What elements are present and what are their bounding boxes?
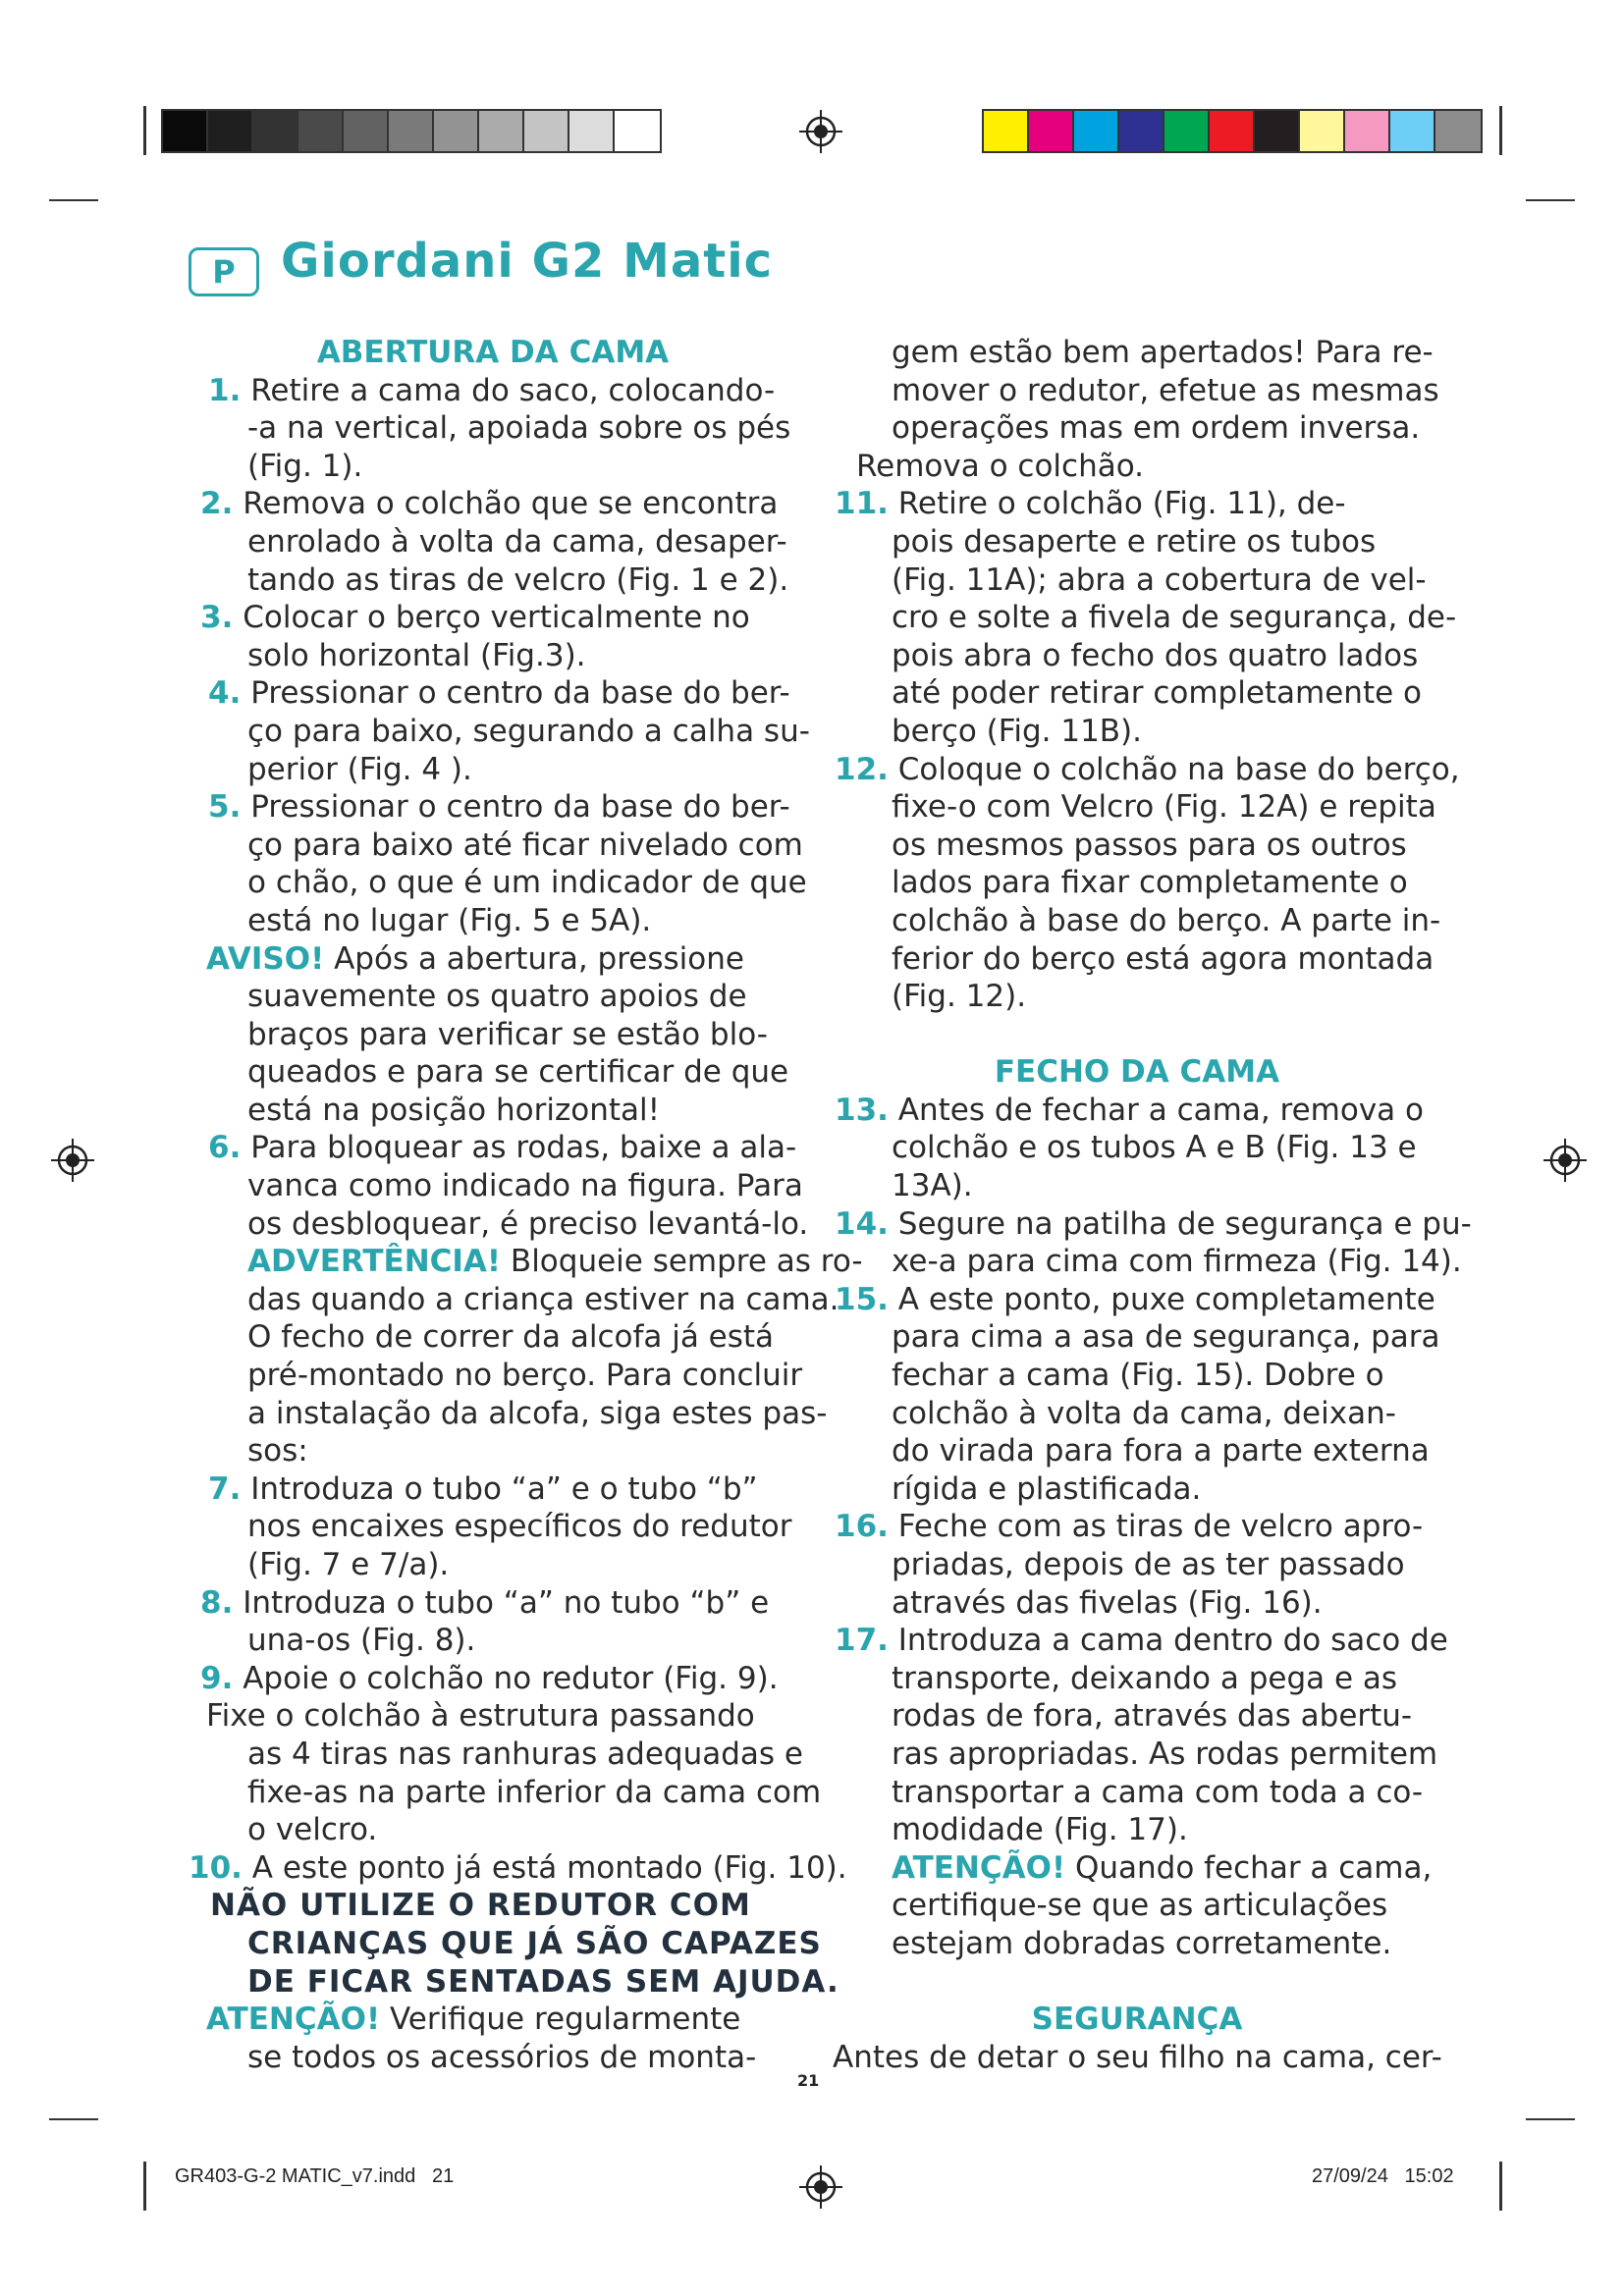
step-2-line-3: tando as tiras de velcro (Fig. 1 e 2).: [247, 561, 789, 598]
gray-swatch: [298, 111, 344, 151]
gray-color-bar: [161, 109, 662, 153]
step-text: Apoie o colchão no redutor (Fig. 9).: [243, 1660, 779, 1696]
atencao-text: Verifique regularmente: [389, 2002, 741, 2038]
step-11-line-4: cro e solte a fivela de segurança, de-: [892, 600, 1457, 636]
atencao-left: [189, 2001, 797, 2039]
color-swatch: [1345, 111, 1390, 151]
color-swatch: [984, 111, 1029, 151]
step-7: [189, 1470, 797, 1509]
step-12-line-3: os mesmos passos para os outros: [892, 827, 1407, 863]
step-12-line-5: colchão à base do berço. A parte in-: [892, 902, 1441, 938]
step-12-line-4: lados para fixar completamente o: [892, 865, 1408, 901]
step-3-line-2: solo horizontal (Fig.3).: [247, 637, 586, 673]
registration-mark-bottom-icon: [799, 2165, 842, 2209]
step-5: [189, 788, 797, 827]
color-swatch: [1435, 111, 1481, 151]
gray-swatch: [344, 111, 389, 151]
section-title-abertura: ABERTURA DA CAMA: [316, 335, 670, 370]
continued-line-1: gem estão bem apertados! Para re-: [892, 335, 1434, 370]
step-16-line-3: através das fivelas (Fig. 16).: [892, 1584, 1323, 1621]
gray-swatch: [434, 111, 479, 151]
crop-bar-bottom-left: [143, 2162, 146, 2211]
atencao-text: Quando fechar a cama,: [1074, 1849, 1433, 1886]
crop-mark-top-right: [1526, 199, 1575, 201]
step-16-line-2: priadas, depois de as ter passado: [892, 1547, 1405, 1582]
step-4-line-2: ço para baixo, segurando a calha su-: [247, 713, 810, 749]
advertencia: [189, 1243, 863, 1281]
color-swatch: [1210, 111, 1255, 151]
color-swatch: [1255, 111, 1300, 151]
date-stamp: 27/09/24 15:02: [1312, 2165, 1454, 2187]
step-text: Colocar o berço verticalmente no: [243, 600, 750, 636]
fecho-line-4: sos:: [247, 1433, 308, 1469]
fixe-line-4: o velcro.: [247, 1812, 378, 1848]
gray-swatch: [163, 111, 208, 151]
step-15-line-5: do virada para fora a parte externa: [892, 1433, 1430, 1469]
step-11-line-7: berço (Fig. 11B).: [892, 713, 1143, 749]
brand-title: Giordani G2 Matic: [281, 234, 774, 289]
process-color-bar: [982, 109, 1483, 153]
color-swatch: [1300, 111, 1345, 151]
warning-aviso-line-5: está na posição horizontal!: [247, 1092, 661, 1128]
step-3: [189, 599, 797, 637]
gray-swatch: [524, 111, 569, 151]
step-number: 17.: [835, 1623, 889, 1659]
gray-swatch: [208, 111, 253, 151]
gray-swatch: [569, 111, 615, 151]
gray-swatch: [615, 111, 660, 151]
right-column: [833, 334, 1472, 2076]
step-text: Segure na patilha de segurança e pu-: [897, 1205, 1472, 1242]
step-13-line-3: 13A).: [892, 1168, 973, 1204]
fixe-line-2: as 4 tiras nas ranhuras adequadas e: [247, 1735, 803, 1772]
step-text: Remova o colchão que se encontra: [243, 486, 779, 522]
gray-swatch: [479, 111, 524, 151]
step-text: Introduza a cama dentro do saco de: [897, 1623, 1448, 1659]
step-7-line-3: (Fig. 7 e 7/a).: [247, 1547, 450, 1582]
step-15-line-3: fechar a cama (Fig. 15). Dobre o: [892, 1358, 1384, 1394]
step-15-line-2: para cima a asa de segurança, para: [892, 1319, 1440, 1356]
step-6-line-3: os desbloquear, é preciso levantá-lo.: [247, 1205, 809, 1242]
fixe-line-3: fixe-as na parte inferior da cama com: [247, 1774, 822, 1810]
step-4-line-3: perior (Fig. 4 ).: [247, 751, 472, 787]
color-swatch: [1029, 111, 1074, 151]
warning-aviso-line-3: braços para verificar se estão blo-: [247, 1016, 768, 1052]
warning-label: AVISO!: [206, 940, 325, 977]
step-11-line-5: pois abra o fecho dos quatro lados: [892, 637, 1419, 673]
fixe-line-1: Fixe o colchão à estrutura passando: [206, 1698, 755, 1735]
step-text: Retire a cama do saco, colocando-: [250, 372, 776, 408]
step-1: [189, 372, 797, 410]
warning-caps-line-2: CRIANÇAS QUE JÁ SÃO CAPAZES: [247, 1925, 822, 1961]
crop-bar-top-left: [143, 106, 146, 155]
step-14: [833, 1205, 1472, 1244]
step-17: [833, 1622, 1448, 1660]
step-12-line-2: fixe-o com Velcro (Fig. 12A) e repita: [892, 789, 1436, 826]
step-10: [189, 1849, 847, 1888]
advertencia-label: ADVERTÊNCIA!: [247, 1244, 502, 1280]
section-title-seguranca: SEGURANÇA: [1031, 2002, 1243, 2038]
step-8: [189, 1584, 797, 1623]
step-text: Introduza o tubo “a” no tubo “b” e: [243, 1584, 770, 1621]
fecho-line-1: O fecho de correr da alcofa já está: [247, 1319, 775, 1356]
step-number: 16.: [835, 1509, 889, 1545]
step-number: 8.: [200, 1584, 234, 1621]
step-17-line-5: transportar a cama com toda a co-: [892, 1774, 1424, 1810]
step-number: 11.: [835, 486, 889, 522]
step-number: 3.: [200, 600, 234, 636]
step-7-line-2: nos encaixes específicos do redutor: [247, 1509, 792, 1545]
warning-aviso-line-4: queados e para se certificar de que: [247, 1054, 789, 1091]
step-number: 9.: [200, 1660, 234, 1696]
color-swatch: [1119, 111, 1164, 151]
step-17-line-2: transporte, deixando a pega e as: [892, 1660, 1398, 1696]
step-text: A este ponto já está montado (Fig. 10).: [251, 1849, 847, 1886]
spacer: [833, 1016, 1441, 1054]
spacer: [833, 1963, 1441, 2002]
crop-mark-bottom-right: [1526, 2118, 1575, 2120]
registration-mark-left-icon: [51, 1139, 94, 1182]
page-number: 21: [797, 2071, 820, 2090]
step-number: 5.: [208, 789, 242, 826]
gray-swatch: [389, 111, 434, 151]
step-1-line-2: -a na vertical, apoiada sobre os pés: [247, 410, 791, 447]
step-11: [833, 485, 1441, 523]
continued-line-3: operações mas em ordem inversa.: [892, 410, 1421, 447]
step-4: [189, 674, 797, 713]
crop-mark-top-left: [49, 199, 98, 201]
step-2-line-2: enrolado à volta da cama, desaper-: [247, 523, 787, 560]
step-15-line-4: colchão à volta da cama, deixan-: [892, 1395, 1396, 1431]
step-text: Coloque o colchão na base do berço,: [897, 751, 1460, 787]
file-slug: GR403-G-2 MATIC_v7.indd 21: [175, 2165, 455, 2187]
color-swatch: [1074, 111, 1119, 151]
step-12-line-7: (Fig. 12).: [892, 979, 1027, 1015]
step-15: [833, 1281, 1441, 1319]
step-number: 15.: [835, 1281, 889, 1317]
warning-text: Após a abertura, pressione: [334, 940, 744, 977]
step-6-line-2: vanca como indicado na figura. Para: [247, 1168, 803, 1204]
step-1-line-3: (Fig. 1).: [247, 448, 363, 484]
registration-mark-icon: [799, 110, 842, 153]
step-number: 7.: [208, 1470, 242, 1507]
step-17-line-4: ras apropriadas. As rodas permitem: [892, 1735, 1438, 1772]
atencao-right-line-2: certifique-se que as articulações: [892, 1888, 1388, 1924]
advertencia-line-2: das quando a criança estiver na cama.: [247, 1281, 839, 1317]
atencao-label: ATENÇÃO!: [892, 1849, 1066, 1886]
step-text: Pressionar o centro da base do ber-: [250, 789, 790, 826]
fecho-line-3: a instalação da alcofa, siga estes pas-: [247, 1395, 828, 1431]
step-16: [833, 1508, 1441, 1546]
step-17-line-3: rodas de fora, através das abertu-: [892, 1698, 1413, 1735]
step-9: [189, 1660, 797, 1698]
step-text: Antes de fechar a cama, remova o: [897, 1092, 1425, 1128]
registration-mark-right-icon: [1543, 1139, 1587, 1182]
step-14-line-2: xe-a para cima com firmeza (Fig. 14).: [892, 1244, 1462, 1280]
warning-aviso: [189, 940, 797, 979]
step-text: Feche com as tiras de velcro apro-: [897, 1509, 1424, 1545]
step-5-line-4: está no lugar (Fig. 5 e 5A).: [247, 902, 652, 938]
continued-line-4: Remova o colchão.: [856, 448, 1144, 484]
fecho-line-2: pré-montado no berço. Para concluir: [247, 1358, 803, 1394]
step-12: [833, 751, 1460, 789]
step-11-line-3: (Fig. 11A); abra a cobertura de vel-: [892, 561, 1427, 598]
language-badge: P: [189, 247, 259, 296]
step-11-line-2: pois desaperte e retire os tubos: [892, 523, 1377, 560]
step-text: Para bloquear as rodas, baixe a ala-: [250, 1130, 797, 1166]
section-title-fecho: FECHO DA CAMA: [994, 1054, 1280, 1091]
gray-swatch: [253, 111, 298, 151]
step-text: Pressionar o centro da base do ber-: [250, 675, 790, 712]
step-text: Retire o colchão (Fig. 11), de-: [897, 486, 1346, 522]
atencao-label: ATENÇÃO!: [206, 2002, 381, 2038]
step-12-line-6: ferior do berço está agora montada: [892, 940, 1435, 977]
step-15-line-6: rígida e plastificada.: [892, 1470, 1202, 1507]
step-6: [189, 1129, 797, 1167]
warning-aviso-line-2: suavemente os quatro apoios de: [247, 979, 747, 1015]
crop-bar-top-right: [1499, 106, 1502, 155]
advertencia-text: Bloqueie sempre as ro-: [510, 1244, 863, 1280]
step-number: 13.: [835, 1092, 889, 1128]
step-text: A este ponto, puxe completamente: [897, 1281, 1435, 1317]
step-5-line-3: o chão, o que é um indicador de que: [247, 865, 807, 901]
continued-line-2: mover o redutor, efetue as mesmas: [892, 372, 1439, 408]
step-number: 4.: [208, 675, 242, 712]
crop-mark-bottom-left: [49, 2118, 98, 2120]
step-13-line-2: colchão e os tubos A e B (Fig. 13 e: [892, 1130, 1417, 1166]
step-number: 14.: [835, 1205, 889, 1242]
color-swatch: [1164, 111, 1210, 151]
step-number: 2.: [200, 486, 234, 522]
step-8-line-2: una-os (Fig. 8).: [247, 1623, 476, 1659]
step-number: 1.: [208, 372, 242, 408]
step-text: Introduza o tubo “a” e o tubo “b”: [250, 1470, 758, 1507]
crop-bar-bottom-right: [1499, 2162, 1502, 2211]
seguranca-line-1: Antes de detar o seu filho na cama, cer-: [833, 2039, 1442, 2075]
atencao-left-line-2: se todos os acessórios de monta-: [247, 2039, 757, 2075]
color-swatch: [1390, 111, 1435, 151]
atencao-right-line-3: estejam dobradas corretamente.: [892, 1925, 1392, 1961]
step-11-line-6: até poder retirar completamente o: [892, 675, 1423, 712]
warning-caps-line-3: DE FICAR SENTADAS SEM AJUDA.: [247, 1963, 839, 2000]
warning-caps-line-1: NÃO UTILIZE O REDUTOR COM: [210, 1888, 751, 1924]
atencao-right: [833, 1849, 1441, 1888]
step-number: 10.: [189, 1849, 243, 1886]
step-5-line-2: ço para baixo até ficar nivelado com: [247, 827, 803, 863]
step-17-line-6: modidade (Fig. 17).: [892, 1812, 1188, 1848]
step-number: 12.: [835, 751, 889, 787]
step-13: [833, 1092, 1441, 1130]
step-number: 6.: [208, 1130, 242, 1166]
step-2: [189, 485, 797, 523]
